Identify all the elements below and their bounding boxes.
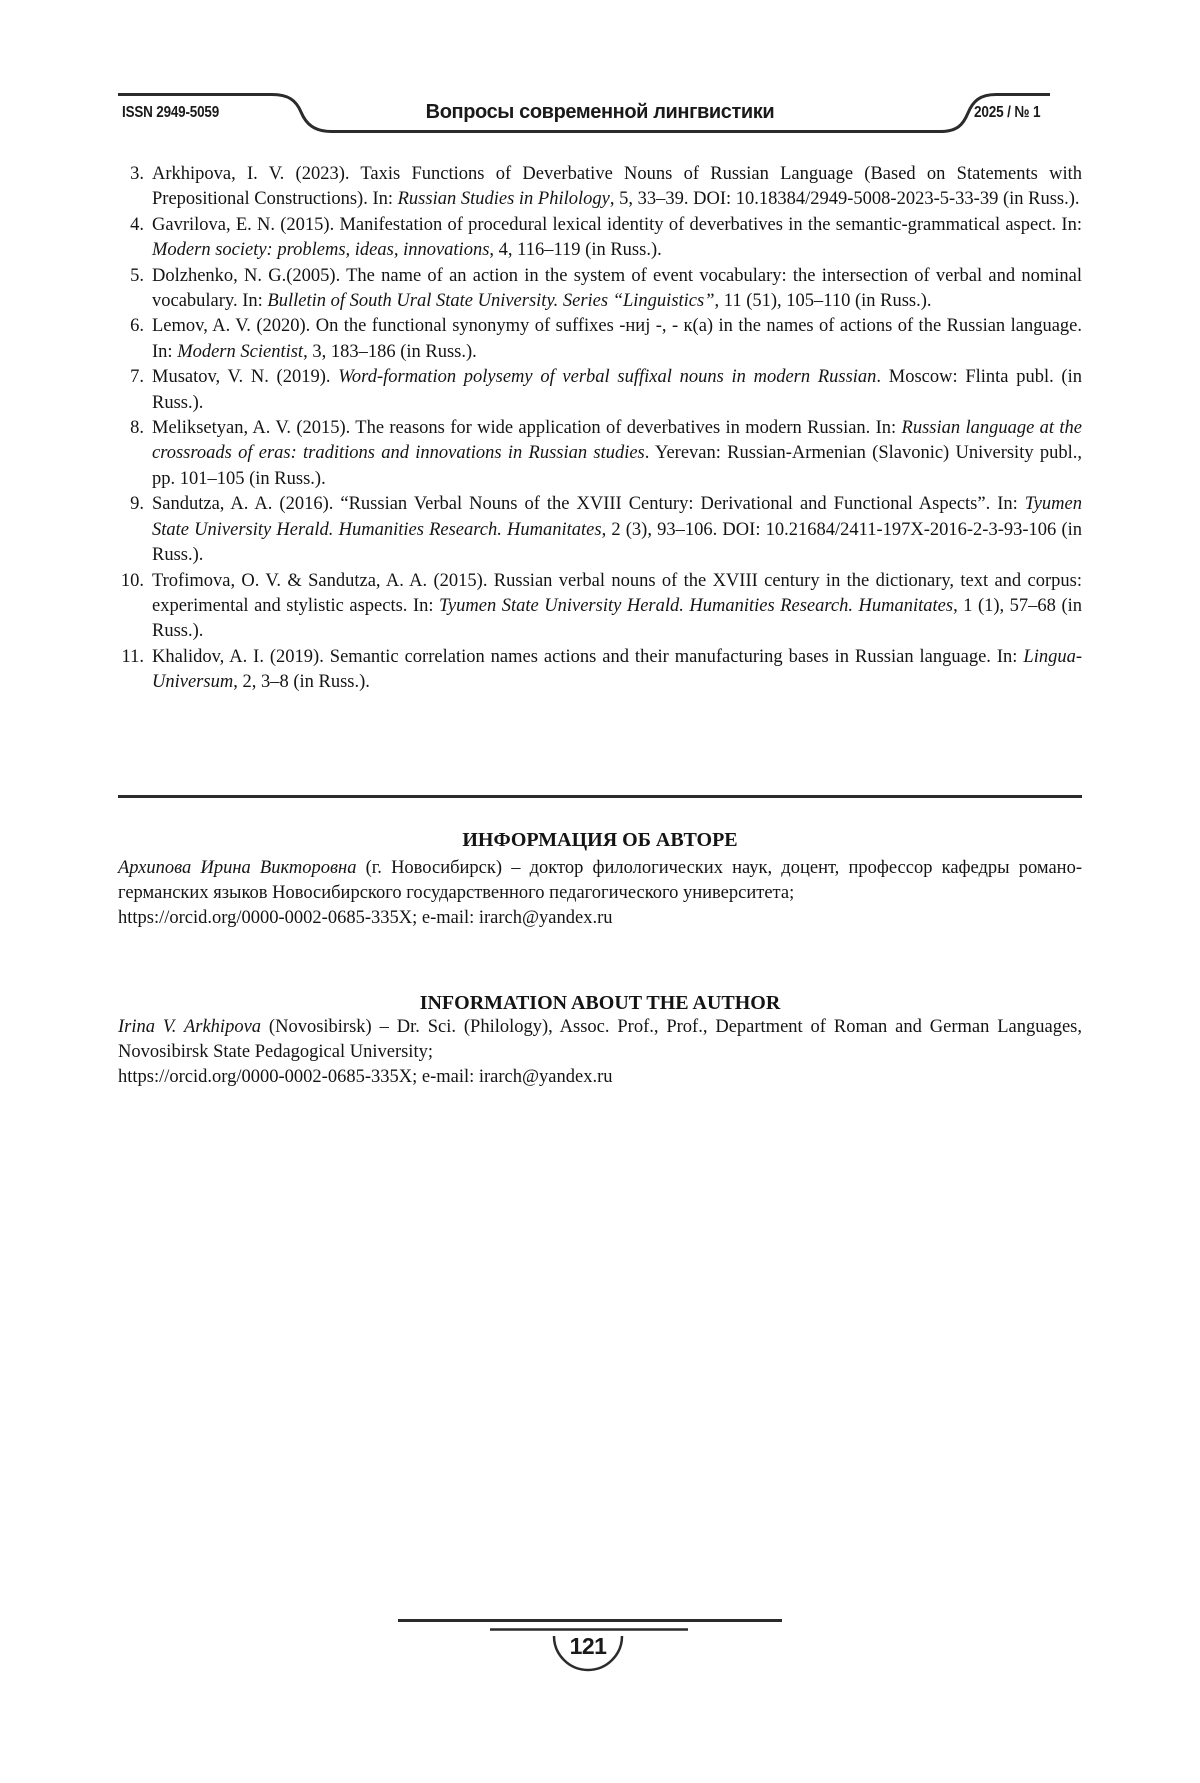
reference-text: . Yerevan: Russian-Armenian (Slavonic) University publ., pp. 101–105 (in Russ.). (152, 443, 1082, 489)
reference-item (118, 416, 1082, 492)
reference-number: 7. (130, 367, 144, 388)
reference-source-title: Modern society: problems, ideas, innovations (152, 240, 490, 261)
issue-label: 2025 / № 1 (974, 104, 1041, 121)
reference-source-title: Russian language at the crossroads of eras: traditions and innovations in Russian studies (152, 418, 1082, 464)
reference-text: , 1 (1), 57–68 (in Russ.). (152, 595, 1083, 642)
reference-text: Arkhipova, I. V. (2023). Taxis Functions of Deverbative Nouns of Russian Language (Based on Statements with Prepositional Constructions). In: (152, 164, 1082, 210)
reference-text: Sandutza, A. A. (2016). “Russian Verbal Nouns of the XVIII Century: Derivational and Functional Aspects”. In: (152, 494, 1025, 515)
author-info-en-section (118, 1015, 1082, 1090)
reference-text: Gavrilova, E. N. (2015). Manifestation of procedural lexical identity of deverbatives in the semantic-grammatical aspect. In: (152, 214, 1082, 235)
reference-text: Dolzhenko, N. G.(2005). The name of an action in the system of event vocabulary: the intersection of verbal and nominal vocabulary. In: (152, 265, 1082, 312)
reference-source-title: Tyumen State University Herald. Humanities Research. Humanitates (439, 595, 954, 616)
author-contact-en: https://orcid.org/0000-0002-0685-335X; e-mail: irarch@yandex.ru (118, 1067, 613, 1087)
author-info-ru-heading: ИНФОРМАЦИЯ ОБ АВТОРЕ (462, 829, 738, 851)
reference-text: Lemov, A. V. (2020). On the functional synonymy of suffixes -ниj -, - к(а) in the names of actions of the Russian language. In: (152, 316, 1082, 362)
reference-source-title: Lingua-Universum (152, 646, 1082, 693)
references-list (118, 162, 1082, 696)
reference-number: 9. (130, 494, 144, 515)
reference-text: , 5, 33–39. DOI: 10.18384/2949-5008-2023-5-33-39 (in Russ.). (609, 189, 1080, 210)
reference-number: 11. (121, 646, 144, 667)
reference-text: . Moscow: Flinta publ. (in Russ.). (152, 367, 1082, 413)
author-bio-ru (118, 856, 1082, 906)
author-contact-ru: https://orcid.org/0000-0002-0685-335X; e-mail: irarch@yandex.ru (118, 908, 613, 928)
reference-item (118, 264, 1082, 315)
journal-title: Вопросы современной лингвистики (425, 101, 775, 123)
author-info-ru-section (118, 856, 1082, 931)
reference-text: Meliksetyan, A. V. (2015). The reasons for wide application of deverbatives in modern Russian. In: (152, 418, 902, 439)
reference-text: Musatov, V. N. (2019). (152, 367, 339, 388)
author-bio-ru-text: (г. Новосибирск) – доктор филологических наук, доцент, профессор кафедры романо-германских языков Новосибирского государственного педагогического университета; (118, 858, 1082, 903)
reference-text: , 11 (51), 105–110 (in Russ.). (714, 291, 932, 312)
reference-item (118, 213, 1082, 264)
reference-source-title: Word-formation polysemy of verbal suffixal nouns in modern Russian (338, 367, 877, 388)
author-name-ru: Архипова Ирина Викторовна (118, 858, 357, 878)
reference-item (118, 162, 1082, 213)
reference-number: 5. (130, 265, 144, 286)
reference-number: 6. (130, 316, 144, 337)
reference-source-title: Russian Studies in Philology (397, 189, 610, 210)
reference-item (118, 492, 1082, 568)
reference-text: , 2 (3), 93–106. DOI: 10.21684/2411-197X-2016-2-3-93-106 (in Russ.). (152, 519, 1082, 566)
reference-number: 4. (130, 214, 144, 235)
author-bio-en-text: (Novosibirsk) – Dr. Sci. (Philology), Assoc. Prof., Prof., Department of Roman and German Languages, Novosibirsk State Pedagogical University; (118, 1017, 1082, 1062)
author-bio-en (118, 1015, 1082, 1065)
reference-text: , 4, 116–119 (in Russ.). (489, 240, 662, 261)
issn-label: ISSN 2949-5059 (122, 104, 220, 121)
reference-source-title: Bulletin of South Ural State University. Series “Linguistics” (267, 291, 715, 312)
reference-number: 8. (130, 418, 144, 439)
reference-text: , 2, 3–8 (in Russ.). (233, 672, 370, 693)
section-divider (118, 795, 1082, 798)
reference-source-title: Tyumen State University Herald. Humanities Research. Humanitates (152, 494, 1082, 540)
reference-text: , 3, 183–186 (in Russ.). (303, 341, 477, 362)
reference-item (118, 645, 1082, 696)
author-name-en: Irina V. Arkhipova (118, 1017, 262, 1037)
reference-item (118, 569, 1082, 645)
reference-source-title: Modern Scientist (177, 341, 304, 362)
author-info-en-heading: INFORMATION ABOUT THE AUTHOR (419, 992, 781, 1014)
reference-number: 10. (120, 570, 144, 591)
reference-text: Khalidov, A. I. (2019). Semantic correlation names actions and their manufacturing bases in Russian language. In: (152, 646, 1024, 667)
header-rule (0, 0, 1200, 160)
reference-text: Trofimova, O. V. & Sandutza, A. A. (2015). Russian verbal nouns of the XVIII century in the dictionary, text and corpus: experimental and stylistic aspects. In: (152, 570, 1082, 616)
page-number: 121 (569, 1633, 607, 1659)
reference-item (118, 365, 1082, 416)
reference-item (118, 314, 1082, 365)
reference-number: 3. (130, 164, 144, 184)
